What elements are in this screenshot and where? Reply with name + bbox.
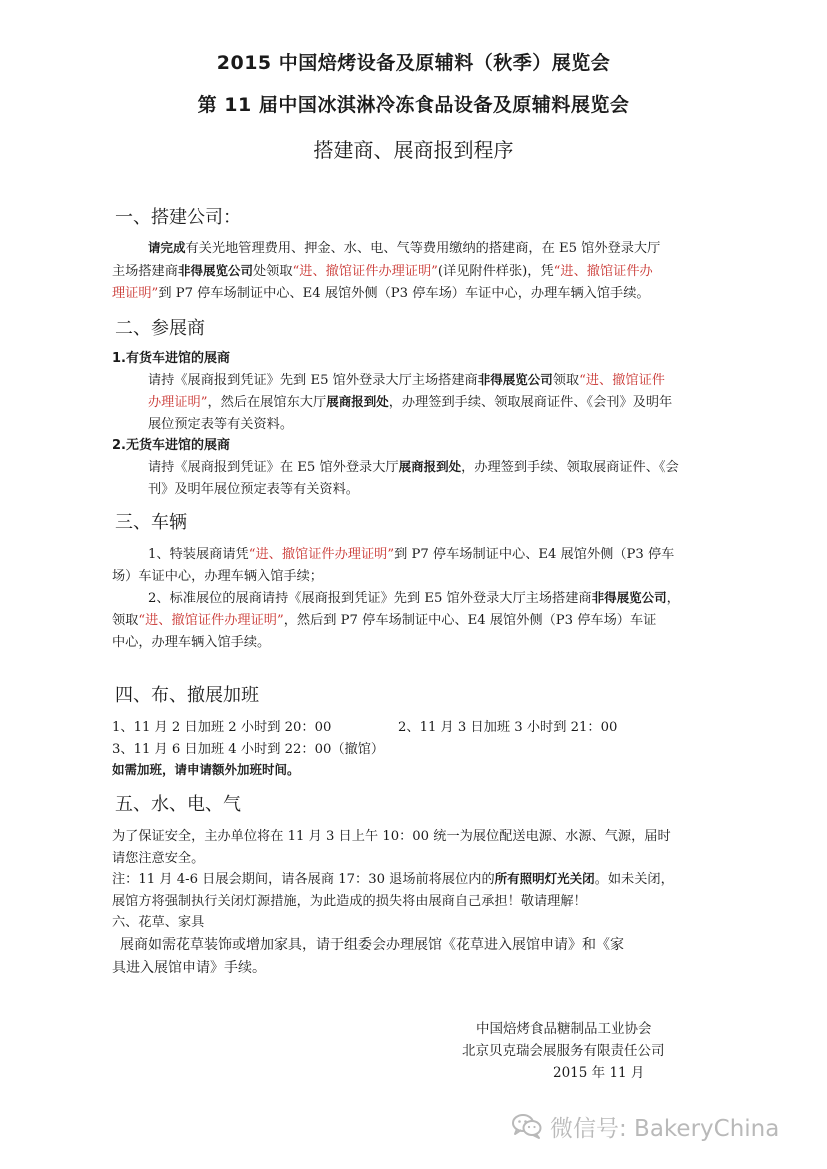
body-text: ，办理签到手续、领取展商证件、《会 (461, 460, 679, 475)
certificate-highlight: “进、撤馆证件 (579, 373, 665, 388)
body-text: 请持《展商报到凭证》先到 E5 馆外登录大厅主场搭建商 (148, 373, 478, 388)
overtime-item: 1、11 月 2 日加班 2 小时到 20：00 (112, 720, 332, 735)
exhibitors-paragraph-line (148, 391, 672, 410)
vehicles-item-line (112, 609, 656, 628)
section-heading-utilities: 五、水、电、气 (115, 794, 241, 815)
certificate-highlight: 办理证明” (148, 395, 208, 410)
utilities-note-line: 展馆方将强制执行关闭灯源措施，为此造成的损失将由展商自己承担！敬请理解！ (112, 894, 587, 909)
registration-desk: 展商报到处 (326, 394, 389, 409)
body-text: 主场搭建商 (112, 264, 178, 279)
signature-date: 2015 年 11 月 (553, 1065, 645, 1081)
section-heading-vehicles: 三、车辆 (115, 512, 187, 533)
overtime-item: 3、11 月 6 日加班 4 小时到 22：00（撤馆） (112, 742, 385, 757)
body-text: 1、特装展商请凭 (148, 547, 249, 562)
lights-off-emphasis: 所有照明灯光关闭 (494, 871, 595, 886)
company-name: 非得展览公司 (477, 372, 553, 387)
body-text: 2、标准展位的展商请持《展商报到凭证》先到 E5 馆外登录大厅主场搭建商 (148, 591, 592, 606)
document-title-secondary: 第 11 届中国冰淇淋冷冻食品设备及原辅料展览会 (197, 94, 630, 116)
body-text: ，办理签到手续、领取展商证件、《会刊》及明年 (388, 395, 673, 410)
company-name: 非得展览公司 (177, 263, 253, 278)
company-name: 非得展览公司 (591, 590, 667, 605)
section-heading-builders: 一、搭建公司： (115, 207, 241, 228)
body-text: 到 P7 停车场制证中心、E4 展馆外侧（P3 停车 (394, 547, 675, 562)
exhibitors-paragraph-line (148, 369, 665, 388)
emphasis-text: 请完成 (148, 240, 186, 255)
exhibitors-paragraph-line: 展位预定表等有关资料。 (148, 417, 294, 432)
document-subtitle: 搭建商、展商报到程序 (313, 138, 514, 162)
vehicles-item-line: 中心，办理车辆入馆手续。 (112, 635, 271, 650)
certificate-highlight: 理证明” (112, 286, 159, 301)
wechat-icon (512, 1113, 542, 1139)
body-text: 有关光地管理费用、押金、水、电、气等费用缴纳的搭建商，在 E5 馆外登录大厅 (185, 241, 661, 256)
body-text: 注：11 月 4-6 日展会期间，请各展商 17：30 退场前将展位内的 (112, 872, 495, 887)
certificate-highlight: “进、撤馆证件办理证明” (138, 613, 284, 628)
body-text: ， (666, 591, 680, 606)
overtime-note-text: 如需加班，请申请额外加班时间。 (112, 762, 300, 777)
builders-paragraph-line (112, 260, 653, 279)
registration-desk: 展商报到处 (398, 459, 462, 474)
section-heading-overtime: 四、布、撤展加班 (115, 685, 259, 706)
body-text: 领取 (552, 373, 580, 388)
body-text: 领取 (112, 613, 139, 628)
body-text: 请持《展商报到凭证》在 E5 馆外登录大厅 (148, 460, 399, 475)
vehicles-item-line (148, 543, 674, 562)
utilities-note-line (112, 868, 674, 887)
body-text: (详见附件样张)，凭 (437, 264, 554, 279)
section-heading-exhibitors: 二、参展商 (115, 318, 205, 339)
vehicles-item-line: 场）车证中心，办理车辆入馆手续； (112, 569, 323, 584)
section-heading-flowers-furniture: 六、花草、家具 (112, 915, 205, 930)
body-text: ，然后在展馆东大厅 (207, 395, 327, 410)
builders-paragraph-line (148, 237, 660, 256)
utilities-paragraph-line: 请您注意安全。 (112, 851, 205, 866)
body-text: ，然后到 P7 停车场制证中心、E4 展馆外侧（P3 停车场）车证 (283, 613, 657, 628)
overtime-note (112, 760, 300, 778)
builders-paragraph-line (112, 282, 650, 301)
exhibitors-paragraph-line (148, 456, 679, 475)
vehicles-item-line (148, 587, 680, 606)
body-text: 到 P7 停车场制证中心、E4 展馆外侧（P3 停车场）车证中心，办理车辆入馆手续。 (158, 286, 650, 301)
signature-organizer-1: 中国焙烤食品糖制品工业协会 (476, 1021, 652, 1037)
subheading-truck-exhibitors: 1.有货车进馆的展商 (112, 351, 230, 366)
body-text: 。如未关闭， (594, 872, 674, 887)
watermark-text: 微信号: BakeryChina (550, 1115, 780, 1142)
subheading-no-truck-exhibitors: 2.无货车进馆的展商 (112, 438, 230, 453)
utilities-paragraph-line: 为了保证安全，主办单位将在 11 月 3 日上午 10：00 统一为展位配送电源、水源、气源，届时 (112, 829, 671, 844)
certificate-highlight: “进、撤馆证件办 (553, 264, 653, 279)
flowers-furniture-line: 展商如需花草装饰或增加家具，请于组委会办理展馆《花草进入展馆申请》和《家 (120, 937, 624, 953)
flowers-furniture-line: 具进入展馆申请》手续。 (112, 960, 266, 976)
certificate-highlight: “进、撤馆证件办理证明” (248, 547, 395, 562)
body-text: 处领取 (252, 264, 293, 279)
document-title: 2015 中国焙烤设备及原辅料（秋季）展览会 (216, 52, 611, 74)
wechat-watermark (512, 1106, 812, 1146)
overtime-item: 2、11 月 3 日加班 3 小时到 21：00 (398, 720, 618, 735)
signature-organizer-2: 北京贝克瑞会展服务有限责任公司 (462, 1043, 665, 1059)
exhibitors-paragraph-line: 刊》及明年展位预定表等有关资料。 (148, 482, 359, 497)
certificate-highlight: “进、撤馆证件办理证明” (292, 264, 438, 279)
